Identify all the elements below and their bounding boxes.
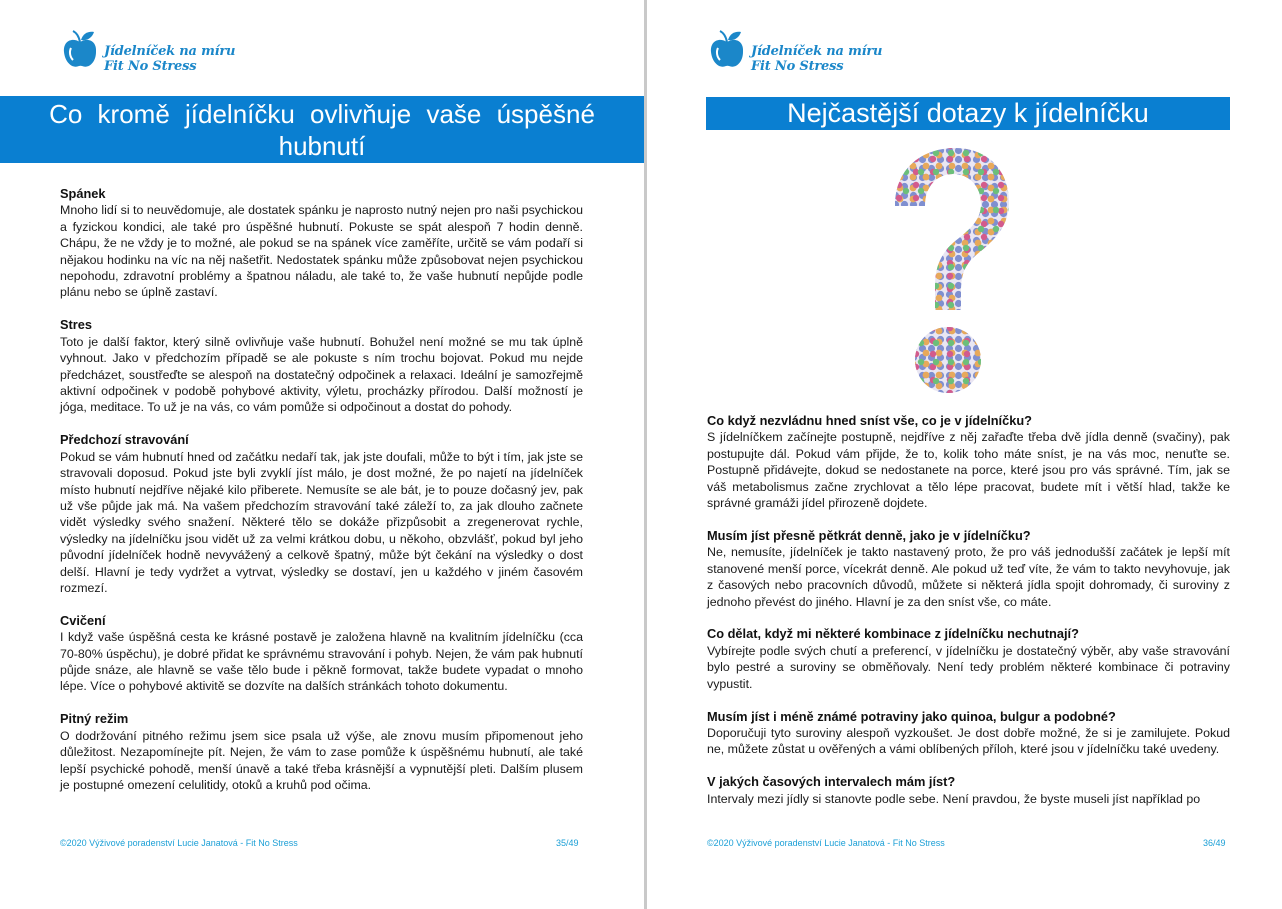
logo-line1: Jídelníček na míru <box>104 44 236 59</box>
faq-question: Co když nezvládnu hned sníst vše, co je v jídelníčku? <box>707 413 1032 428</box>
page-title-banner: Co kromě jídelníčku ovlivňuje vaše úspěšné hubnutí <box>0 96 644 163</box>
section-text: O dodržování pitného režimu jsem sice psala už výše, ale znovu musím připomenout jeho důležitost. Nezapomínejte pít. Nejen, že vám to zase pomůže k úspěšnému hubnutí, ale také lepší psychické pohodě, menší únavě a také třeba krásnější a vypnutější pleti. Dalším plusem je postupné omezení celulitidy, otoků a kruhů pod očima. <box>60 728 583 792</box>
footer-copyright: ©2020 Výživové poradenství Lucie Janatová - Fit No Stress <box>60 838 298 848</box>
section-text: I když vaše úspěšná cesta ke krásné postavě je založena hlavně na kvalitním jídelníčku (cca 70-80% úspěchu), je dobré přidat ke správnému stravování i pohyb. Nejen, že vám pak hubnutí půjde snáze, ale hlavně se vaše tělo bude i pěkně formovat, takže budete vypadat o mnoho lépe. Více o pohybové aktivitě se dozvíte na dalších stránkách tohoto dokumentu. <box>60 630 583 694</box>
section-sleep <box>60 186 583 301</box>
faq-answer: Ne, nemusíte, jídelníček je takto nastavený proto, že pro váš jednodušší začátek je lepší mít stanovené menší porce, vícekrát denně. Ale pokud už teď víte, že vám to takto nevyhovuje, jak z časových nebo pracovních důvodů, můžete si některá jídla spojit dohromady, či suroviny z jednoho převést do jiného. Hlavní je za den sníst vše, co máte. <box>707 545 1230 609</box>
faq-item <box>707 709 1230 758</box>
section-text: Toto je další faktor, který silně ovlivňuje vaše hubnutí. Bohužel není možné se mu tak úplně vyhnout. Jako v předchozím případě se ale pokuste s ním trochu bojovat. Pokud mu nejde předcházet, soustřeďte se alespoň na dostatečný odpočinek a relaxaci. Ideální je samozřejmě aktivní odpočinek v podobě pohybové aktivity, výletu, procházky přírodou. Další možností je jóga, meditace. To už je na vás, co vám pomůže si odpočinout a dostat do pohody. <box>60 334 583 415</box>
article-body <box>60 186 583 810</box>
faq-body <box>707 413 1230 824</box>
section-text: Mnoho lidí si to neuvědomuje, ale dostatek spánku je naprosto nutný nejen pro naši psychickou a fyzickou kondici, ale také pro úspěšné hubnutí. Pokuste se spát alespoň 7 hodin denně. Chápu, že ne vždy je to možné, ale pokud se na spánek více zaměříte, určitě se vám podaří si nějakou hodinku na víc na něj našetřit. Nedostatek spánku může způsobovat nejen psychickou nepohodu, zdravotní problémy a špatnou náladu, ale také to, že vaše hubnutí nepůjde podle plánu nebo se úplně zastaví. <box>60 203 583 300</box>
faq-question: Co dělat, když mi některé kombinace z jídelníčku nechutnají? <box>707 626 1079 642</box>
faq-answer: S jídelníčkem začínejte postupně, nejdříve z něj zařaďte třeba dvě jídla denně (svačiny), pak postupujte dál. Pokud vám přijde, že to, kolik toho máte sníst, je na vás moc, nenuťte se. Postupně přidávejte, dokud se nedostanete na porce, které jsou pro vás správné. Tím, jak se váš metabolismus začne zrychlovat a tělo lépe pracovat, budete mít i větší hlad, takže ke správné gramáži jídel přirozeně dojdete. <box>707 430 1230 511</box>
apple-logo-icon <box>58 28 102 72</box>
faq-question: V jakých časových intervalech mám jíst? <box>707 774 956 790</box>
section-heading: Pitný režim <box>60 711 129 727</box>
section-exercise <box>60 613 583 695</box>
page-number: 36/49 <box>1203 838 1226 848</box>
apple-logo-icon <box>705 28 749 72</box>
logo <box>58 28 235 74</box>
faq-answer: Intervaly mezi jídly si stanovte podle sebe. Není pravdou, že byste museli jíst například po <box>707 791 1201 806</box>
logo <box>705 28 882 74</box>
section-heading: Stres <box>60 317 93 333</box>
faq-item <box>707 413 1230 511</box>
faq-answer: Vybírejte podle svých chutí a preferencí, v jídelníčku je dostatečný výběr, aby vaše stravování bylo pestré a suroviny se obměňovaly. Není tedy problém některé kombinace či potraviny vypustit. <box>707 643 1230 691</box>
section-heading: Předchozí stravování <box>60 432 189 448</box>
faq-question: Musím jíst i méně známé potraviny jako quinoa, bulgur a podobné? <box>707 708 1116 724</box>
page-number: 35/49 <box>556 838 579 848</box>
faq-item <box>707 528 1230 610</box>
section-text: Pokud se vám hubnutí hned od začátku nedaří tak, jak jste doufali, může to být i tím, jak jste se stravovali doposud. Pokud jste byli zvyklí jíst málo, je dost možné, že po najetí na jídelníček místo hubnutí nejdříve nějaké kilo přiberete. Nemusíte se ale bát, je to pouze dočasný jev, pak už vše půjde jak má. Na vašem předchozím stravování také záleží to, za jak dlouho začnete vidět výsledky svého snažení. Některé tělo se dokáže přizpůsobit a zregenerovat rychle, výsledky na jídelníčku jsou vidět už za velmi krátkou dobu, u někoho, obzvlášť, pokud byl jeho původní jídelníček hodně nevyvážený a celkově špatný, může být čekání na výsledky o dost delší. Hlavní je tedy vydržet a vytrvat, výsledky se dostaví, jen u každého v jiném časovém rozmezí. <box>60 449 583 595</box>
page-right <box>647 0 1282 909</box>
section-heading: Cvičení <box>60 612 106 628</box>
faq-question: Musím jíst přesně pětkrát denně, jako je v jídelníčku? <box>707 527 1031 543</box>
logo-line2: Fit No Stress <box>104 59 197 74</box>
section-previous-diet <box>60 432 583 596</box>
question-mark-icon <box>891 146 1011 398</box>
logo-line1: Jídelníček na míru <box>751 44 883 59</box>
faq-item <box>707 774 1230 807</box>
section-stress <box>60 317 583 415</box>
logo-line2: Fit No Stress <box>751 59 844 74</box>
faq-answer: Doporučuji tyto suroviny alespoň vyzkoušet. Je dost dobře možné, že si je zamilujete. Pokud ne, můžete zůstat u ověřených a vámi oblíbených příloh, které jsou v jídelníčku také uvedeny. <box>707 726 1230 757</box>
section-drinking <box>60 711 583 793</box>
page-title-banner: Nejčastější dotazy k jídelníčku <box>706 97 1230 130</box>
logo-text <box>751 44 882 74</box>
section-heading: Spánek <box>60 186 106 201</box>
logo-text <box>104 44 235 74</box>
faq-item <box>707 626 1230 692</box>
footer-copyright: ©2020 Výživové poradenství Lucie Janatová - Fit No Stress <box>707 838 945 848</box>
